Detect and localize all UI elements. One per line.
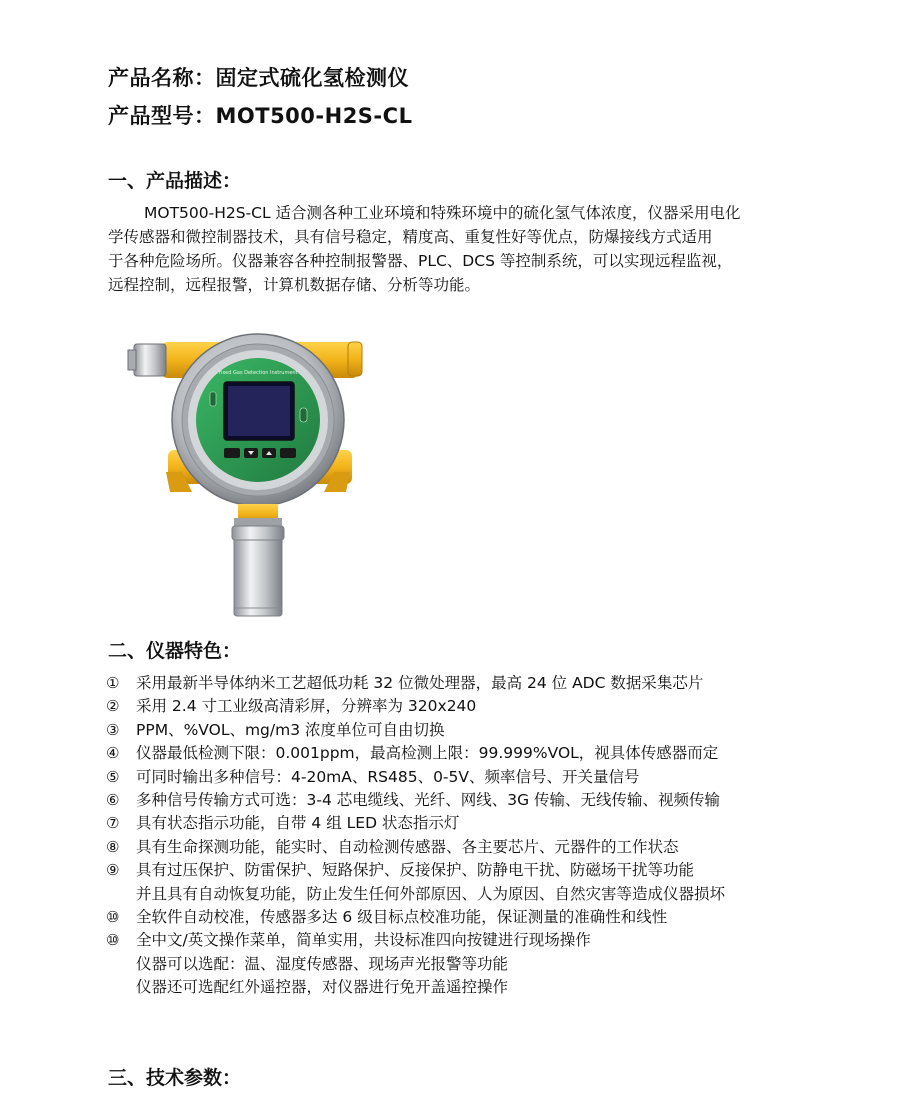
product-model: 产品型号：MOT500-H2S-CL [108,104,413,128]
description-paragraph [108,201,820,297]
list-item-continuation: 仪器还可选配红外遥控器，对仪器进行免开盖遥控操作 [136,978,509,997]
list-item: ③ PPM、%VOL、mg/m3 浓度单位可自由切换 [106,720,445,739]
list-item: ⑧ 具有生命探测功能，能实时、自动检测传感器、各主要芯片、元器件的工作状态 [106,837,679,856]
features-list [106,672,846,1000]
probe-cap-ring [232,526,284,540]
list-item: ⑦ 具有状态指示功能，自带 4 组 LED 状态指示灯 [106,814,460,833]
esc-button [224,448,240,458]
product-photo [120,322,376,624]
description-line: MOT500-H2S-CL 适合测各种工业环境和特殊环境中的硫化氢气体浓度，仪器采用电化 [144,204,741,222]
description-line: 于各种危险场所。仪器兼容各种控制报警器、PLC、DCS 等控制系统，可以实现远程监视， [108,252,733,270]
housing-plug [348,342,362,376]
lcd-display [228,386,290,436]
list-item: ① 采用最新半导体纳米工艺超低功耗 32 位微处理器，最高 24 位 ADC 数据采集芯片 [106,674,704,692]
status-led-right [300,408,307,422]
status-led-left [210,392,216,406]
section-specs-heading: 三、技术参数： [108,1067,242,1089]
list-item: ④ 仪器最低检测下限：0.001ppm，最高检测上限：99.999%VOL，视具体传感器而定 [106,744,719,763]
gland-nut [128,350,136,370]
list-item: ② 采用 2.4 寸工业级高清彩屏，分辨率为 320x240 [106,697,477,716]
list-item: ⑥ 多种信号传输方式可选：3-4 芯电缆线、光纤、网线、3G 传输、无线传输、视频传输 [106,791,721,810]
section-description-heading: 一、产品描述： [108,170,242,192]
list-item-continuation: 仪器可以选配：温、湿度传感器、现场声光报警等功能 [136,954,509,973]
description-line: 远程控制，远程报警，计算机数据存储、分析等功能。 [108,276,481,294]
sensor-collar [234,518,282,526]
section-features-heading: 二、仪器特色： [108,640,242,662]
cable-gland [134,344,166,376]
description-line: 学传感器和微控制器技术，具有信号稳定，精度高、重复性好等优点，防爆接线方式适用 [108,228,713,246]
list-item: ⑤ 可同时输出多种信号：4-20mA、RS485、0-5V、频率信号、开关量信号 [106,767,640,786]
list-item: ⑨ 具有过压保护、防雷保护、短路保护、反接保护、防静电干扰、防磁场干扰等功能 [106,861,695,880]
list-item: ⑩ 全中文/英文操作菜单，简单实用，共设标准四向按键进行现场操作 [106,931,591,950]
product-name: 产品名称：固定式硫化氢检测仪 [108,66,409,90]
list-item-continuation: 并且具有自动恢复功能，防止发生任何外部原因、人为原因、自然灾害等造成仪器损坏 [136,884,726,903]
panel-header-text: Fixed Gas Detection Instrument [218,370,298,376]
ok-button [280,448,296,458]
list-item: ⑩ 全软件自动校准，传感器多达 6 级目标点校准功能，保证测量的准确性和线性 [106,908,668,927]
